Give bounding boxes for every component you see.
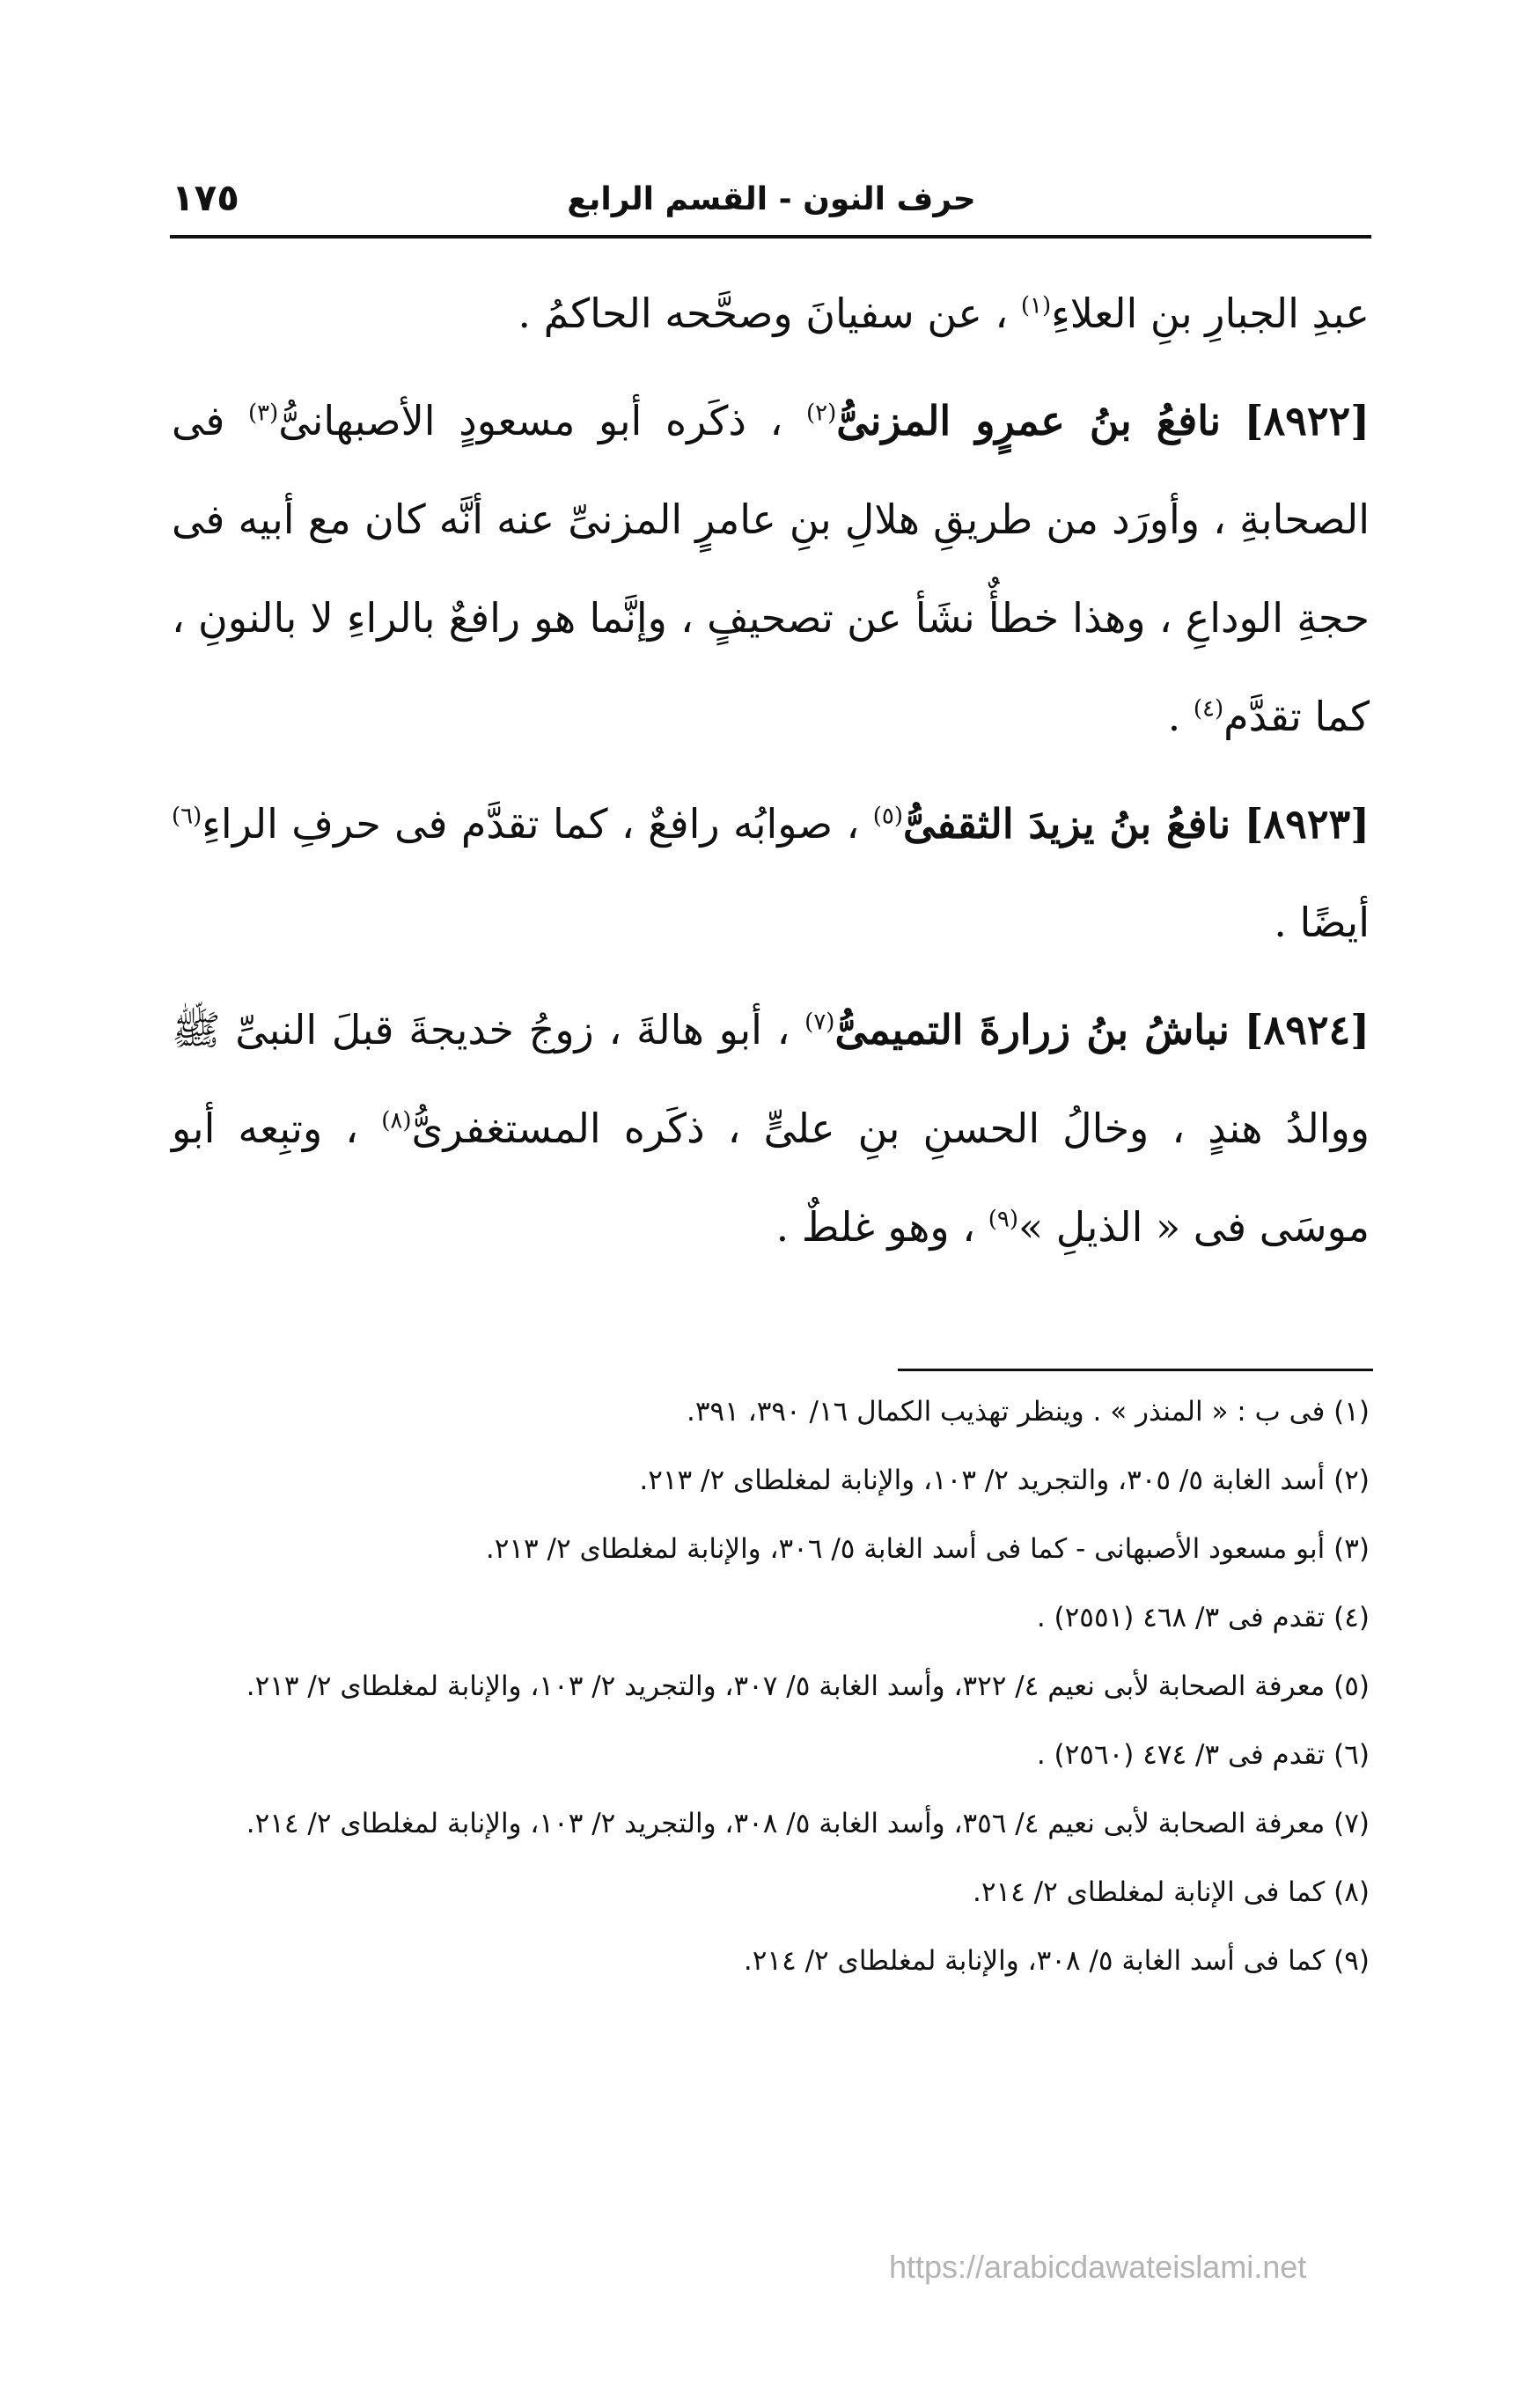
- page-number: ١٧٥: [172, 176, 239, 219]
- footnote-marker: (٧): [804, 1009, 835, 1036]
- footnote-1: (١) فى ب : « المنذر » . وينظر تهذيب الكمال ١٦/ ٣٩٠، ٣٩١.: [687, 1396, 1370, 1428]
- entry-number: [٨٩٢٣]: [1244, 800, 1370, 848]
- footnote-marker: (١): [1020, 292, 1052, 319]
- entry-number: [٨٩٢٤]: [1244, 1006, 1370, 1054]
- header-rule: [170, 235, 1371, 239]
- entry-name: نافعُ بنُ يزيدَ الثقفىُّ: [903, 800, 1231, 848]
- main-text: [172, 264, 1370, 1285]
- text-run: ، وتبِعه أبو موسَى فى « الذيلِ »: [172, 1105, 1370, 1251]
- text-run: ، أبو هالةَ ، زوجُ خديجةَ قبلَ النبىِّ ﷺ ووالدُ هندٍ ، وخالُ الحسنِ بنِ علىٍّ ، ذكَره المستغفرىُّ: [172, 1006, 1370, 1152]
- text-run: عبدِ الجبارِ بنِ العلاءِ: [1051, 290, 1370, 337]
- entry-name: نافعُ بنُ عمرٍو المزنىُّ: [836, 397, 1222, 444]
- text-run: .: [1167, 693, 1194, 740]
- footnote-marker: (٨): [381, 1107, 412, 1134]
- text-run: ، ذكَره أبو مسعودٍ الأصبهانىُّ: [278, 397, 806, 444]
- footnote-5: (٥) معرفة الصحابة لأبى نعيم ٤/ ٣٢٢، وأسد الغابة ٥/ ٣٠٧، والتجريد ٢/ ١٠٣، والإنابة لمغلطاى ٢/ ٢١٣.: [246, 1670, 1370, 1702]
- entry-8924: [172, 980, 1370, 1276]
- footnotes: [172, 1377, 1370, 1995]
- footnote-4: (٤) تقدم فى ٣/ ٤٦٨ (٢٥٥١) .: [1036, 1602, 1370, 1633]
- footnote-7: (٧) معرفة الصحابة لأبى نعيم ٤/ ٣٥٦، وأسد الغابة ٥/ ٣٠٨، والتجريد ٢/ ١٠٣، والإنابة لمغلطاى ٢/ ٢١٤.: [246, 1808, 1370, 1839]
- text-run: ، عن سفيانَ وصحَّحه الحاكمُ .: [518, 290, 1021, 337]
- text-run: أيضًا .: [1274, 899, 1370, 946]
- footnote-2: (٢) أسد الغابة ٥/ ٣٠٥، والتجريد ٢/ ١٠٣، والإنابة لمغلطاى ٢/ ٢١٣.: [639, 1465, 1370, 1496]
- footnote-3: (٣) أبو مسعود الأصبهانى - كما فى أسد الغابة ٥/ ٣٠٦، والإنابة لمغلطاى ٢/ ٢١٣.: [485, 1533, 1370, 1565]
- text-run: ، وهو غلطٌ .: [775, 1203, 988, 1251]
- footnote-marker: (٦): [172, 803, 202, 830]
- entry-name: نباشُ بنُ زرارةَ التميمىُّ: [834, 1006, 1230, 1054]
- footnote-6: (٦) تقدم فى ٣/ ٤٧٤ (٢٥٦٠) .: [1036, 1739, 1370, 1771]
- entry-8922: [172, 371, 1370, 766]
- footnote-marker: (٤): [1193, 695, 1224, 723]
- entry-8923: [172, 775, 1370, 972]
- footnote-marker: (٥): [872, 803, 904, 830]
- footnote-marker: (٢): [805, 400, 837, 427]
- text-run: ، صوابُه رافعٌ ، كما تقدَّم فى حرفِ الراءِ: [202, 800, 873, 848]
- footnote-marker: (٣): [247, 400, 279, 427]
- footnote-9: (٩) كما فى أسد الغابة ٥/ ٣٠٨، والإنابة لمغلطاى ٢/ ٢١٤.: [743, 1945, 1370, 1977]
- watermark-url: https://arabicdawateislami.net: [889, 2249, 1307, 2285]
- running-title: حرف النون - القسم الرابع: [567, 181, 976, 217]
- text-run: فى الصحابةِ ، وأورَد من طريقِ هلالِ بنِ عامرٍ المزنىِّ عنه أنَّه كان مع أبيه فى حجةِ الوداعِ ، وهذا خطأٌ نشَأ عن تصحيفٍ ، وإنَّما هو رافعٌ بالراءِ لا بالنونِ ، كما تقدَّم: [172, 397, 1370, 740]
- footnote-separator: [898, 1369, 1373, 1371]
- page-header: [172, 176, 1371, 231]
- footnote-8: (٨) كما فى الإنابة لمغلطاى ٢/ ٢١٤.: [972, 1876, 1370, 1908]
- entry-number: [٨٩٢٢]: [1244, 397, 1370, 444]
- footnote-marker: (٩): [988, 1206, 1019, 1233]
- paragraph-continuation: [172, 264, 1370, 363]
